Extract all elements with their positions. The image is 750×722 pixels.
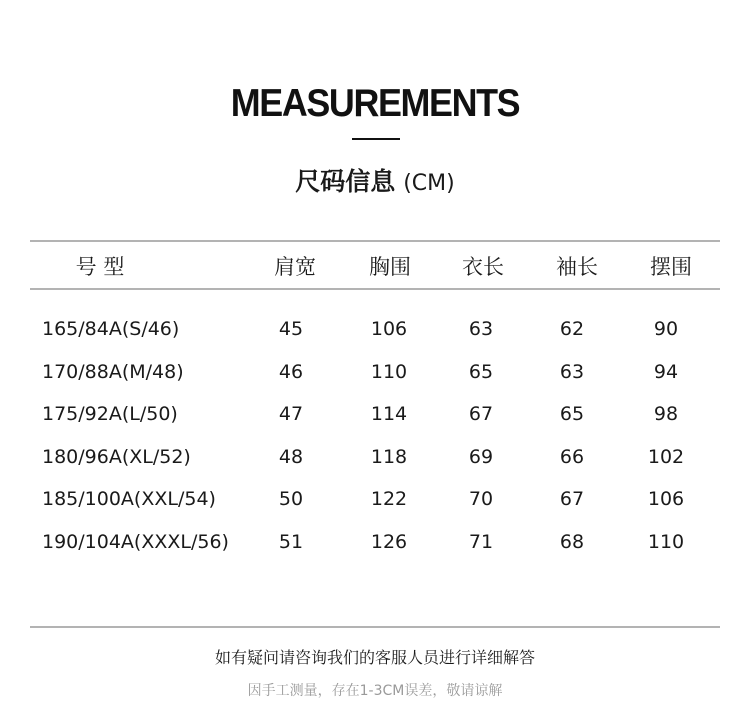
chest-cell: 110 <box>370 361 408 383</box>
page-subtitle <box>0 162 750 198</box>
chest-cell: 122 <box>370 488 408 510</box>
page-title: MEASUREMENTS <box>230 82 520 125</box>
shoulder-cell: 48 <box>278 446 304 468</box>
hem-cell: 94 <box>653 361 679 383</box>
title-underline <box>352 138 400 140</box>
column-header-length: 衣长 <box>462 255 504 279</box>
chest-cell: 106 <box>370 318 408 340</box>
subtitle-main: 尺码信息 <box>295 167 396 196</box>
footer-rule <box>30 626 720 628</box>
length-cell: 67 <box>468 403 494 425</box>
contact-note: 如有疑问请咨询我们的客服人员进行详细解答 <box>214 648 535 667</box>
measurement-disclaimer: 因手工测量，存在1-3CM误差，敬请谅解 <box>247 683 503 699</box>
column-header-chest: 胸围 <box>369 255 411 279</box>
sleeve-cell: 68 <box>559 531 585 553</box>
sleeve-cell: 67 <box>559 488 585 510</box>
size-cell: 170/88A(M/48) <box>42 361 184 383</box>
sleeve-cell: 62 <box>559 318 585 340</box>
length-cell: 63 <box>468 318 494 340</box>
shoulder-cell: 46 <box>278 361 304 383</box>
table-top-rule <box>30 240 720 242</box>
length-cell: 65 <box>468 361 494 383</box>
length-cell: 69 <box>468 446 494 468</box>
chest-cell: 114 <box>370 403 408 425</box>
shoulder-cell: 50 <box>278 488 304 510</box>
shoulder-cell: 51 <box>278 531 304 553</box>
column-header-shoulder: 肩宽 <box>274 255 316 279</box>
subtitle-unit: (CM) <box>403 171 455 196</box>
size-cell: 185/100A(XXL/54) <box>42 488 216 510</box>
column-header-hem: 摆围 <box>650 255 692 279</box>
shoulder-cell: 45 <box>278 318 304 340</box>
length-cell: 70 <box>468 488 494 510</box>
size-cell: 180/96A(XL/52) <box>42 446 191 468</box>
sleeve-cell: 65 <box>559 403 585 425</box>
hem-cell: 102 <box>647 446 685 468</box>
hem-cell: 98 <box>653 403 679 425</box>
column-header-sleeve: 袖长 <box>556 255 598 279</box>
sleeve-cell: 63 <box>559 361 585 383</box>
size-cell: 165/84A(S/46) <box>42 318 180 340</box>
chest-cell: 118 <box>370 446 408 468</box>
size-cell: 190/104A(XXXL/56) <box>42 531 229 553</box>
shoulder-cell: 47 <box>278 403 304 425</box>
hem-cell: 90 <box>653 318 679 340</box>
hem-cell: 106 <box>647 488 685 510</box>
chest-cell: 126 <box>370 531 408 553</box>
sleeve-cell: 66 <box>559 446 585 468</box>
hem-cell: 110 <box>647 531 685 553</box>
length-cell: 71 <box>468 531 494 553</box>
size-cell: 175/92A(L/50) <box>42 403 178 425</box>
column-header-size: 号 型 <box>75 255 125 279</box>
table-header-rule <box>30 288 720 290</box>
